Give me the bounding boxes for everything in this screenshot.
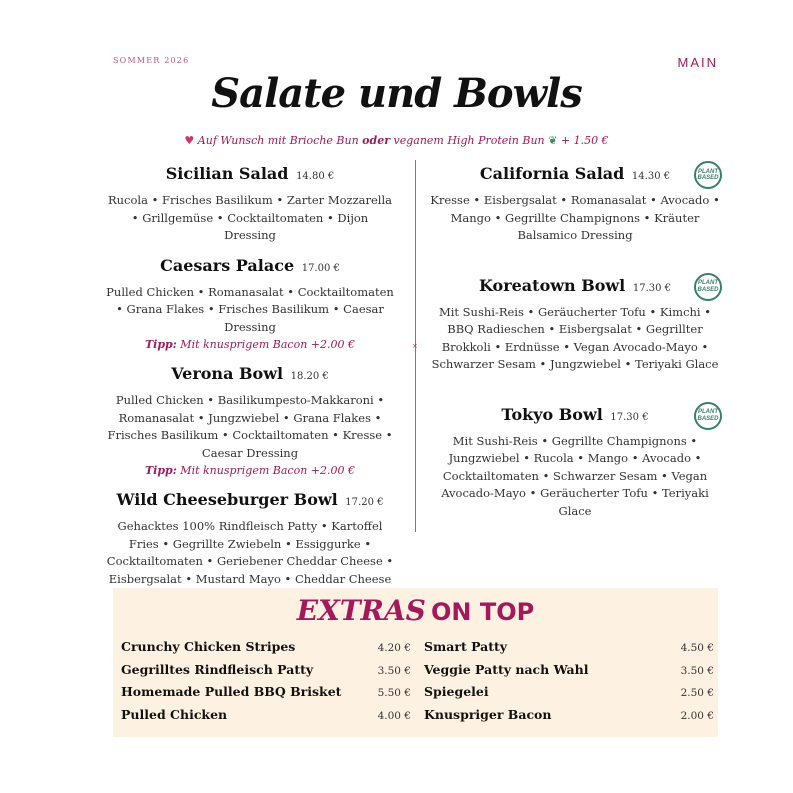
item-name: California Salad [479, 164, 625, 183]
badge-text-top: PLANT [698, 409, 718, 415]
menu-item-verona-bowl [105, 363, 395, 479]
bun-note-or: oder [362, 134, 390, 147]
right-column [430, 163, 720, 550]
badge-text-top: PLANT [698, 168, 718, 175]
divider-ornament-icon: × [412, 342, 418, 350]
extra-name: Smart Patty [424, 639, 508, 654]
extras-row [424, 707, 714, 730]
plant-based-badge-icon [694, 273, 722, 301]
menu-item-tokyo-bowl [430, 404, 720, 521]
item-price: 14.30 € [631, 171, 671, 182]
badge-text-bottom: BASED [697, 415, 719, 422]
extras-panel [113, 588, 718, 737]
menu-item-sicilian-salad [105, 163, 395, 245]
bun-note-price: + 1.50 € [557, 134, 609, 147]
plant-based-badge-icon [694, 402, 722, 430]
extras-right-list [424, 639, 714, 729]
bun-note-text-b: veganem High Protein Bun [390, 134, 549, 147]
badge-text-bottom: BASED [697, 175, 719, 181]
extras-row [121, 707, 411, 730]
extra-name: Gegrilltes Rindfleisch Patty [121, 661, 314, 677]
tip-text: Mit knusprigem Bacon +2.00 € [176, 464, 355, 477]
extras-row [121, 639, 411, 662]
tip-label: Tipp: [145, 464, 177, 477]
extra-name: Pulled Chicken [121, 706, 228, 722]
extra-price: 4.50 € [680, 642, 714, 654]
badge-text-top: PLANT [698, 280, 718, 286]
item-price: 17.20 € [345, 497, 384, 508]
item-price: 14.80 € [296, 171, 335, 182]
item-name: Verona Bowl [171, 364, 284, 383]
item-name: Wild Cheeseburger Bowl [116, 490, 338, 509]
menu-item-california-salad [430, 163, 720, 245]
extra-price: 2.50 € [680, 687, 714, 699]
tip-label: Tipp: [145, 338, 177, 351]
heart-icon: ♥ [184, 134, 195, 147]
plant-based-badge-icon [694, 161, 722, 189]
item-description: Kresse • Eisbergsalat • Romanasalat • Avocado • Mango • Gegrillte Champignons • Kräuter Balsamico Dressing [430, 193, 720, 242]
extras-title-suffix: ON TOP [431, 598, 535, 626]
extra-name: Crunchy Chicken Stripes [121, 639, 296, 654]
item-name: Sicilian Salad [165, 164, 289, 183]
leaf-icon: ❦ [548, 134, 558, 147]
menu-item-caesars-palace [105, 255, 395, 354]
left-column [105, 163, 395, 616]
extras-row [424, 684, 714, 707]
item-description: Pulled Chicken • Basilikumpesto-Makkaroni • Romanasalat • Jungzwiebel • Grana Flakes • Frisches Basilikum • Cocktailtomaten • Kresse • Caesar Dressing [107, 393, 393, 460]
extra-price: 5.50 € [377, 687, 411, 699]
item-price: 18.20 € [290, 371, 329, 382]
item-description: Mit Sushi-Reis • Gegrillte Champignons • Jungzwiebel • Rucola • Mango • Avocado • Cocktailtomaten • Schwarzer Sesam • Vegan Avocado-Mayo • Geräucherter Tofu • Teriyaki Glace [441, 433, 709, 518]
menu-item-koreatown-bowl [430, 275, 720, 374]
item-price: 17.30 € [632, 282, 672, 294]
bun-note [0, 134, 793, 147]
item-description: Mit Sushi-Reis • Geräucherter Tofu • Kimchi • BBQ Radieschen • Eisbergsalat • Gegrillter Brokkoli • Erdnüsse • Vegan Avocado-Mayo • Schwarzer Sesam • Jungzwiebel • Teriyaki Glace [431, 304, 719, 371]
item-description: Gehacktes 100% Rindfleisch Patty • Kartoffel Fries • Gegrillte Zwiebeln • Essiggurke • Cocktailtomaten • Geriebener Cheddar Cheese • Eisbergsalat • Mustard Mayo • Cheddar Cheese [106, 519, 394, 586]
item-price: 17.30 € [610, 411, 649, 423]
tip-text: Mit knusprigem Bacon +2.00 € [176, 338, 355, 351]
extra-price: 3.50 € [377, 664, 411, 677]
extras-left-list [121, 639, 411, 729]
badge-text-bottom: BASED [697, 286, 719, 293]
extra-name: Spiegelei [424, 684, 489, 699]
extra-name: Homemade Pulled BBQ Brisket [121, 684, 342, 699]
bun-note-text-a: Auf Wunsch mit Brioche Bun [197, 134, 363, 147]
item-tip [105, 336, 395, 353]
extra-price: 2.00 € [680, 709, 714, 722]
extra-price: 4.00 € [377, 709, 411, 722]
extras-title [113, 594, 718, 627]
item-price: 17.00 € [301, 262, 340, 274]
extra-name: Knuspriger Bacon [424, 706, 552, 722]
extras-row [121, 684, 411, 707]
extras-title-word: EXTRAS [296, 594, 426, 627]
extras-row [424, 639, 714, 662]
item-name: Caesars Palace [160, 255, 295, 275]
extra-name: Veggie Patty nach Wahl [424, 661, 589, 677]
item-tip [105, 462, 395, 479]
item-description: Pulled Chicken • Romanasalat • Cocktailtomaten • Grana Flakes • Frisches Basilikum • Caesar Dressing [106, 284, 394, 334]
item-name: Koreatown Bowl [478, 275, 626, 295]
extra-price: 4.20 € [377, 642, 411, 654]
extra-price: 3.50 € [680, 664, 714, 677]
item-name: Tokyo Bowl [501, 404, 603, 424]
extras-row [121, 662, 411, 685]
page-title: Salate und Bowls [211, 70, 582, 117]
season-label: SOMMER 2026 [113, 56, 190, 65]
extras-row [424, 662, 714, 685]
section-label: MAIN [677, 55, 718, 70]
item-description: Rucola • Frisches Basilikum • Zarter Mozzarella • Grillgemüse • Cocktailtomaten • Dijon Dressing [107, 193, 393, 242]
